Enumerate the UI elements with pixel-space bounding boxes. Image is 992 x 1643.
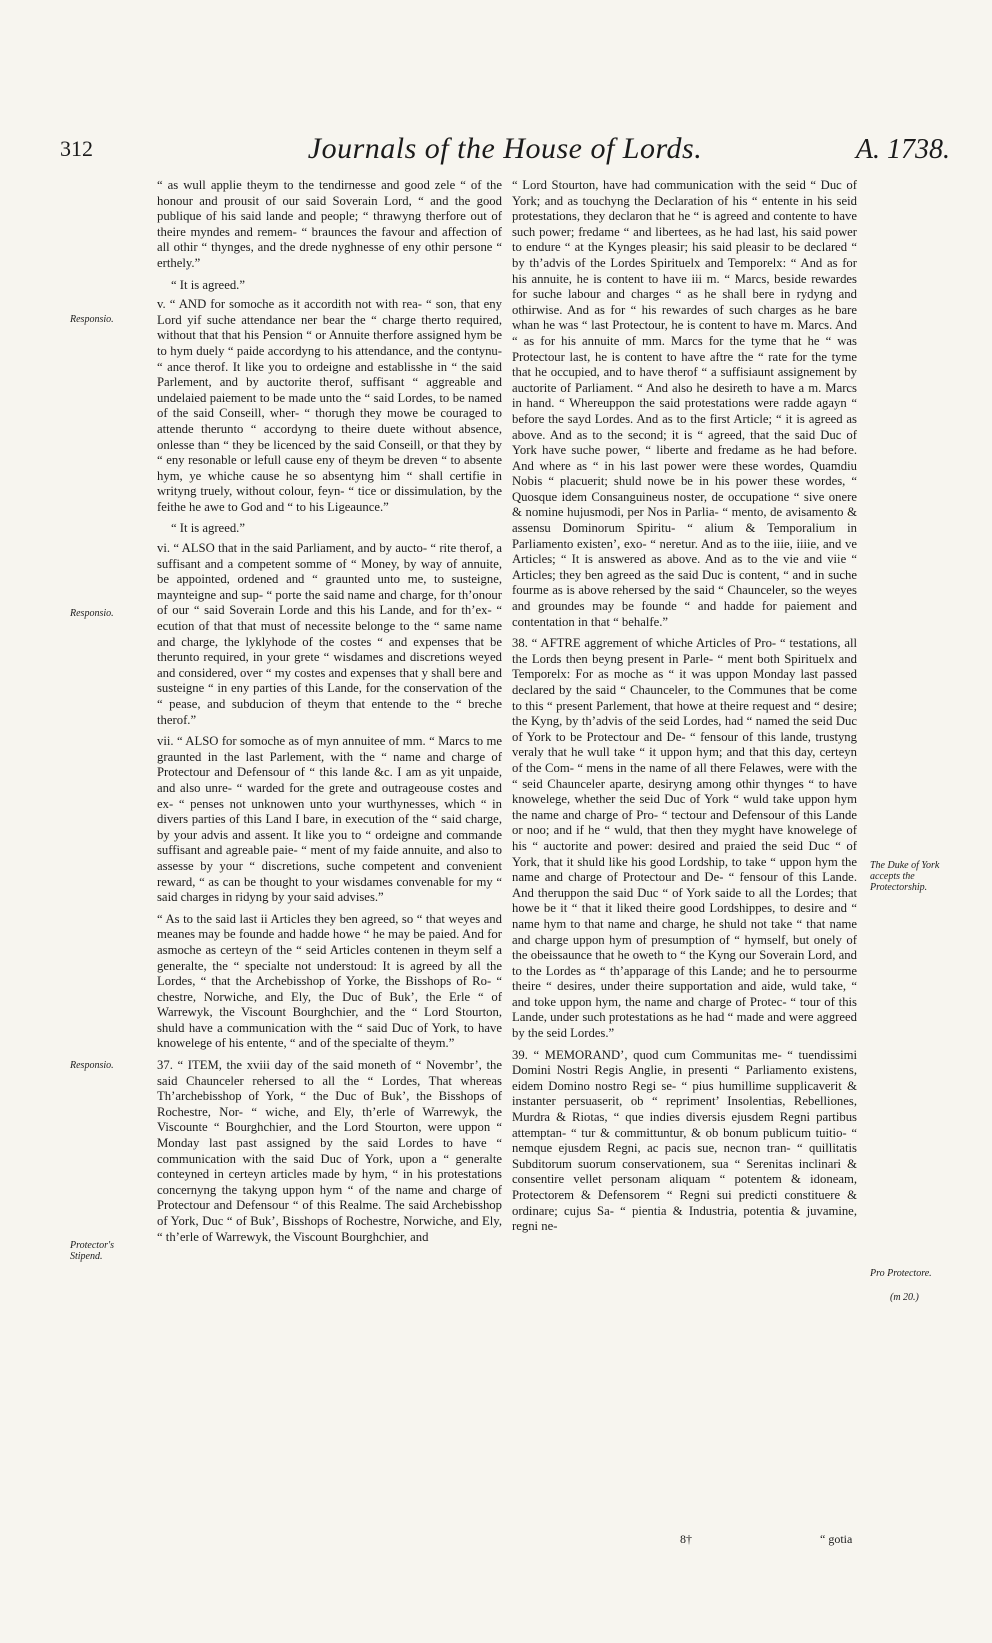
paragraph: “ as wull applie theym to the tendirnesse and good zele “ of the honour and prousit of our said Soverain Lord, “ and the good publique of his said lande and people; “ thrawyng therfore out of theire myndes and remem- “ braunces the favour and affection of all othir “ thynges, and the drede nyghnesse of eny othir persone “ erthely.” (157, 178, 502, 270)
paragraph: “ It is agreed.” (171, 521, 245, 536)
paragraph: 38. “ AFTRE aggrement of whiche Articles of Pro- “ testations, all the Lords then beyng present in Parle- “ ment both Spirituelx and Temporelx: For as moche as “ it was uppon Monday last passed declared by the said “ Chaunceler, to the Communes that be come to this “ present Parlement, that howe at theire request and “ desire; the Kyng, by th’advis of the seid Lordes, had “ named the seid Duc of York to be Protectour and De- “ fensour of this lande, trustyng veraly that he wull take “ it uppon hym; and that this day, certeyn of the Com- “ mens in the name of all there Felawes, were with the “ seid Chaunceler aparte, desiryng among othir thynges “ to have knowelege, whether the seid Duc of York “ wuld take uppon hym the name and charge of Pro- “ tectour and Defensour of this Lande or noo; and if he “ wuld, that then they myght have knowelege of his “ auctorite and power: desired and praied the seid Duc “ of York, that it shuld like his good Lordship, to take “ uppon hym the name and charge of Protectour and De- “ fensour of this Lande. And theruppon the said Duc “ of York saide to all the Lordes; that howe be it “ that it liked theire good Lordshippes, to desire and “ name hym to that name and charge, he shuld not take “ that name and charge uppon hym of presumption of “ hymself, but onely of the obeissaunce that he oweth to “ the Kyng our Soverain Lord, and to the Lordes as “ th’apparage of this Lande; and he to persourme theire “ desires, under theire supportation and aide, wuld take, “ and toke uppon hym, the name and charge of Protec- “ tour of this Lande, under such protestations as he had “ made and were aggreed by the seid Lordes.” (512, 636, 857, 1041)
left-column (157, 178, 502, 1251)
paragraph: “ It is agreed.” (171, 277, 245, 292)
paragraph: vii. “ ALSO for somoche as of myn annuitee of mm. “ Marcs to me graunted in the last Parlement, with the “ name and charge of Protectour and Defensour of “ this lande &c. I am as yit unpaide, and also unre- “ warded for the grete and outrageouse costes and ex- “ penses not unknowen unto your wurthynesses, which “ in divers parties of this Land I bare, in execution of the “ said charge, by your advis and assent. It like you to “ ordeigne and commande suffisant and agreable paie- “ ment of my faide annuite, and also to assesse by your “ discretions, suche competent and convenient reward, “ as can be thought to your wisdames convenable for my “ said charges in ridyng by your said advises.” (157, 734, 502, 905)
signature-mark: 8† (680, 1532, 692, 1546)
paragraph: 39. “ MEMORAND’, quod cum Communitas me- “ tuendissimi Domini Nostri Regis Anglie, in presenti “ Parliamento existens, eidem Domino nostro Regi se- “ pius humillime supplicaverit & instanter persuaserit, ob “ repriment’ Insolentias, Rebelliones, Murdra & Riotas, “ que indies diversis ejusdem Regni partibus attemptan- “ tur & committuntur, & ob bonum publicum tuitio- “ nemque ejusdem Regni, ac pacis sue, necnon tran- “ quillitatis Subditorum suorum conservationem, sua “ Serenitas inclinari & consentire vellet personam aliquam “ potentem & idoneam, Protectorem & Defensorem “ Regni sui predicti constituere & ordinare; cujus Sa- “ pientia & Industria, potentia & juvamine, regni ne- (512, 1047, 857, 1234)
catchword: “ gotia (820, 1532, 853, 1546)
paragraph: v. “ AND for somoche as it accordith not with rea- “ son, that eny Lord yif suche attendance ner bear the “ charge therto required, without that that his Pension “ or Annuite therfore assigned hym be to hym duely “ paide accordyng to his attendance, and the contynu- “ ance therof. It like you to ordeigne and establisshe in “ the said Parlement, and by auctorite therof, suffisant “ aggreable and undelaied paiement to be made unto the “ said Lordes, to be named of the said Conseill, wher- “ thorugh they mowe be couraged to attende therunto “ accordyng to theire duete without absence, onlesse than “ they be licenced by the said Conseill, or that they by “ eny resonable or lefull cause eny of theym be dreven “ to absente hym, ye whiche cause he so absentyng him “ shall certifie in writyng truely, without colour, feyn- “ tice or dissimulation, by the feithe he awe to God and “ to his Ligeaunce.” (157, 297, 502, 514)
year-label: A. 1738. (855, 134, 950, 165)
margin-note-protector-stipend: Protector's Stipend. (70, 1240, 114, 1262)
paragraph: “ As to the said last ii Articles they ben agreed, so “ that weyes and meanes may be founde and hadde howe “ he may be paied. And for asmoche as certeyn of the “ seid Articles contenen in theym self a generalte, the “ specialte not understoud: It is agreed by all the Lordes, “ that the Archebisshop of Yorke, the Bisshops of Ro- “ chestre, Norwiche, and Ely, the Duc of Buk’, the Erle “ of Warrewyk, the Viscount Bourghchier, and the “ Lord Stourton, shuld have a communication with the “ said Duc of York, to have knowelege of his entente, “ and of the specialte of theym.” (157, 911, 502, 1051)
margin-note-pro-protectore: Pro Protectore. (870, 1268, 932, 1279)
margin-note-responsio: Responsio. (70, 314, 114, 325)
margin-note-roll-ref: (m 20.) (890, 1292, 919, 1303)
journal-title: Journals of the House of Lords. (307, 132, 703, 165)
paragraph: 37. “ ITEM, the xviii day of the said moneth of “ Novembr’, the said Chaunceler rehersed to all the “ Lordes, That whereas Th’archebisshop of York, “ the Duc of Buk’, the Bisshops of Rochestre, Nor- “ wiche, and Ely, th’erle of Warrewyk, the Viscounte “ Bourghchier, and the Lord Stourton, were uppon “ Monday last past assigned by the said Lordes to have “ communication with the said Duc of York, upon a “ generalte conteyned in certeyn articles made by hym, “ in his protestations concernyng the takyng uppon hym “ of the name and charge of Protectour and Defensour “ of this Realme. The said Archebisshop of York, Duc “ of Buk’, Bisshops of Rochestre, Norwiche, and Ely, “ th’erle of Warrewyk, the Viscount Bourghchier, and (157, 1058, 502, 1244)
paragraph: vi. “ ALSO that in the said Parliament, and by aucto- “ rite therof, a suffisant and a competent somme of “ Money, by way of annuite, be appointed, ordened and “ graunted unto me, to susteigne, maynteigne and sup- “ porte the said name and charge, for th’onour of our “ said Soverain Lorde and this his Lande, and for th’ex- “ ecution of that that must of necessite belonge to the “ same name and charge, the lyklyhode of the costes “ and expenses that be therunto required, in your grete “ wisdames and discretions weyed and considered, over “ my costes and expenses that y shall bere and susteigne “ in eny parties of this Lande, for the conservation of the “ pease, and subducion of theym that entende to the “ breche therof.” (157, 541, 502, 727)
margin-note-responsio: Responsio. (70, 608, 114, 619)
paragraph: “ Lord Stourton, have had communication with the seid “ Duc of York; and as touchyng the Declaration of his “ entente in his seid protestations, they declaron that he “ is agreed and contente to have such power; fredame “ and libertees, as he had last, his said power to endure “ at the Kynges pleasir; his said pleasir to be declared “ by th’advis of the Lordes Spirituelx and Temporelx: “ And as for his annuite, he is content to have iii m. “ Marcs, beside rewardes for suche labour and charges “ as he shall bere in rydyng and othirwise. And as for “ his rewardes of such charges as he bare whan he was “ last Protectour, he is content to have m. Marcs. And “ as for his annuite of mm. Marcs for the tyme that he “ was Protectour last, he is content to have aftre the “ rate for the tyme that he occupied, and to have therof “ a suffisiaunt assignement by auctorite of Parliament. “ And also he desireth to have a m. Marcs in hand. “ Whereuppon the said protestations were radde agayn “ before the sayd Lordes. And as to the first Article; “ it is agreed as above. And as to the second; it is “ agreed, that the said Duc of York have suche power, “ liberte and fredame as he had before. And where as “ in his last power were these wordes, Quamdiu Nobis “ placuerit; shuld nowe be in his power these wordes, “ Quosque idem Consanguineus noster, de occupatione “ sive onere & nomine hujusmodi, per Nos in Parlia- “ mento, de avisamento & assensu Dominorum Spiritu- “ alium & Temporalium in Parliamento existen’, exo- “ neretur. And as to the iiie, iiiie, and ve Articles; “ It is answered as above. And as to the vie and viie “ Articles; they ben agreed as the said Duc is content, “ and in suche fourme as is above rehersed by the said “ Chaunceler, so the weyes and groundes may be founde “ and hadde for paiement and contentation in that “ behalfe.” (512, 178, 857, 629)
page-number: 312 (60, 136, 93, 161)
page-header (60, 132, 950, 172)
margin-note-responsio: Responsio. (70, 1060, 114, 1071)
margin-note-york-accepts: The Duke of York accepts the Protectorship. (870, 860, 940, 893)
right-column (512, 178, 857, 1241)
